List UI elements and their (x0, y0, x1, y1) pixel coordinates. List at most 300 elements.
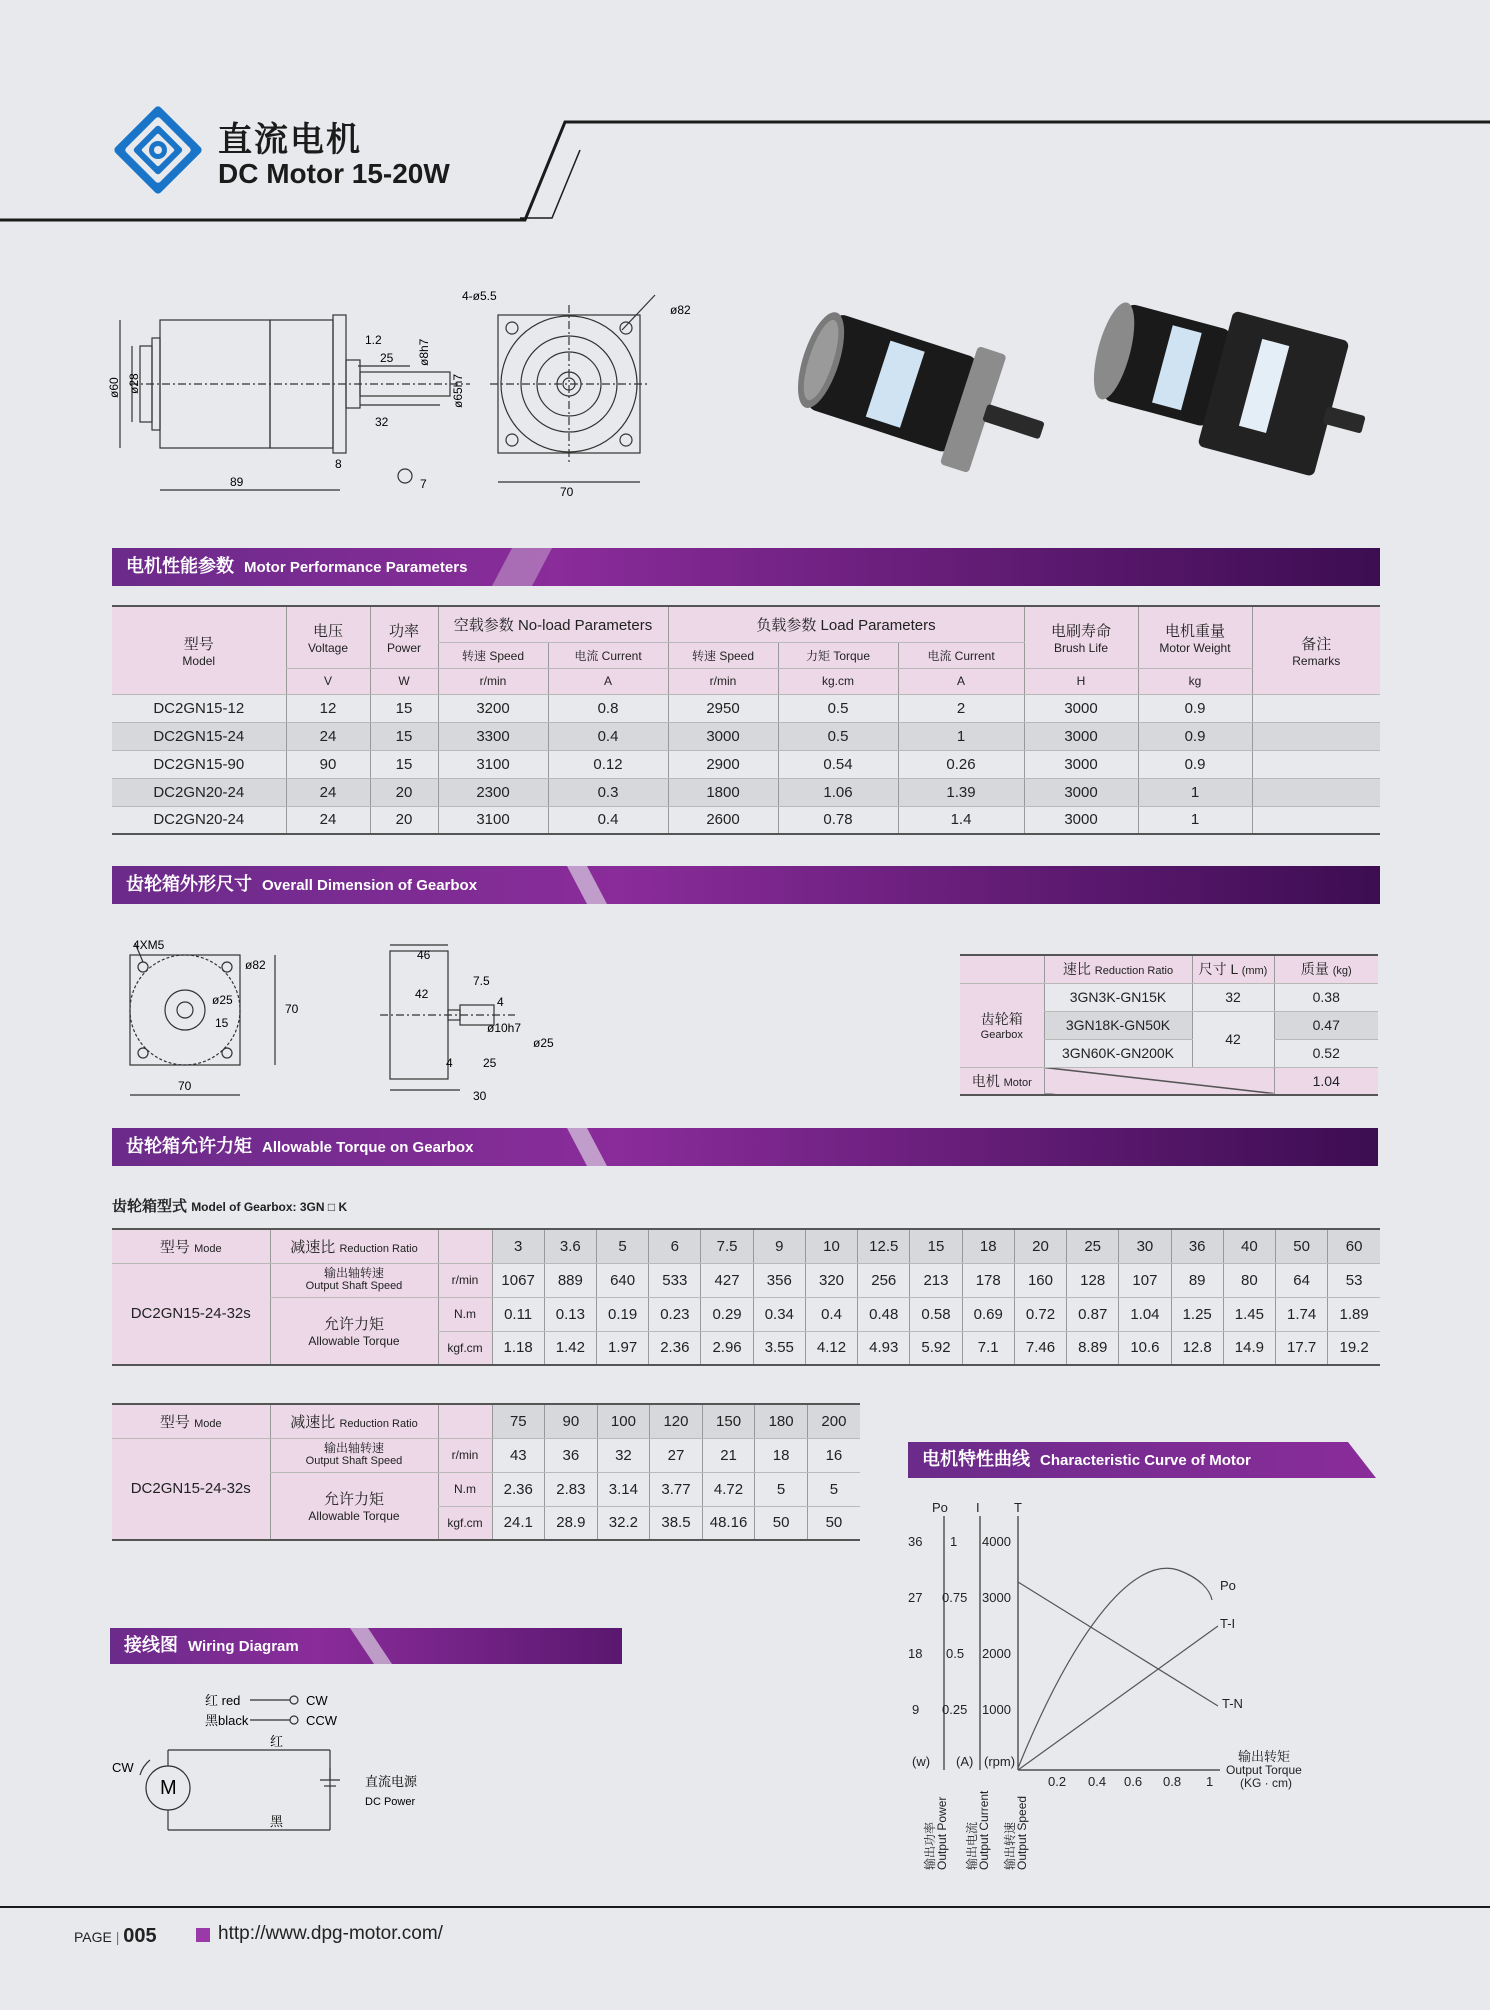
tq-h-model (112, 1404, 270, 1438)
perf-cell: 0.78 (778, 806, 898, 834)
x-title-cn: 输出转矩 (1238, 1749, 1291, 1764)
gt-s1: 32 (1192, 983, 1274, 1011)
gt-r3: 3GN60K-GN200K (1044, 1039, 1192, 1067)
h-remarks (1252, 606, 1380, 694)
tq-ratio-cell: 36 (1171, 1229, 1223, 1263)
perf-cell: 3000 (1024, 722, 1138, 750)
section-wiring-en: Wiring Diagram (188, 1638, 299, 1655)
tq-u-kgf: kgf.cm (438, 1331, 492, 1365)
t-t1: 3000 (982, 1590, 1011, 1605)
u-rmin2: r/min (668, 668, 778, 694)
u-rpm: (rpm) (984, 1754, 1016, 1769)
tq-h-blank (438, 1229, 492, 1263)
gd-30: 30 (473, 1089, 487, 1103)
section-gearbox-dim-en: Overall Dimension of Gearbox (262, 877, 478, 894)
tq-h-model (112, 1229, 270, 1263)
dim-25: 25 (380, 351, 394, 365)
tq-kgf-cell: 50 (807, 1506, 860, 1540)
gd-46: 46 (417, 948, 431, 962)
dim-89: 89 (230, 475, 244, 489)
h-power-cn: 功率 (388, 622, 419, 640)
tq-ratio-cell: 10 (805, 1229, 857, 1263)
tq-h-speed-en: Output Shaft Speed (305, 1455, 403, 1467)
tq-ratio-cell: 7.5 (701, 1229, 753, 1263)
tq-h-torque (270, 1297, 438, 1365)
gd-42: 42 (415, 987, 429, 1001)
tq-kgf-cell: 48.16 (702, 1506, 755, 1540)
h-l-current-en: Current (954, 648, 995, 663)
h-l-torque (778, 642, 898, 668)
perf-cell: 3000 (1024, 750, 1138, 778)
h-l-current (898, 642, 1024, 668)
y1-en: Output Power (935, 1796, 949, 1870)
u-h: H (1024, 668, 1138, 694)
lbl-ti: T-I (1220, 1616, 1236, 1631)
perf-cell: 0.4 (548, 722, 668, 750)
tq-h-torque-cn: 允许力矩 (323, 1491, 384, 1509)
perf-cell: 1 (1138, 806, 1252, 834)
page-title-cn: 直流电机 (218, 120, 362, 160)
po-t3: 9 (912, 1702, 920, 1717)
section-wiring-cn: 接线图 (124, 1635, 178, 1656)
tq-model: DC2GN15-24-32s (112, 1438, 270, 1540)
h-life-en: Brush Life (1053, 640, 1109, 655)
gt-r1: 3GN3K-GN15K (1044, 983, 1192, 1011)
section-curve-cn: 电机特性曲线 (922, 1449, 1030, 1470)
gd-70b: 70 (285, 1002, 299, 1016)
perf-cell: 20 (370, 806, 438, 834)
brand-logo-icon (116, 108, 200, 192)
gt-h-ratio-cn: 速比 (1062, 961, 1091, 978)
perf-cell: 0.3 (548, 778, 668, 806)
tq-nm-cell: 1.04 (1119, 1297, 1171, 1331)
tq-kgf-cell: 19.2 (1328, 1331, 1380, 1365)
tq-ratio-cell: 3 (492, 1229, 544, 1263)
perf-cell: 0.8 (548, 694, 668, 722)
perf-cell: 3100 (438, 806, 548, 834)
i-t3: 0.25 (942, 1702, 968, 1717)
y1-cn: 输出功率 (923, 1821, 937, 1870)
i-t2: 0.5 (946, 1646, 965, 1661)
perf-cell (1252, 806, 1380, 834)
u-kgcm: kg.cm (778, 668, 898, 694)
w-black: 黑black (205, 1713, 249, 1728)
perf-cell: DC2GN15-90 (112, 750, 286, 778)
perf-cell: 90 (286, 750, 370, 778)
tq-h-speed-en: Output Shaft Speed (305, 1280, 403, 1292)
i-t0: 1 (950, 1534, 958, 1549)
u-a1: A (548, 668, 668, 694)
tq-nm-cell: 2.36 (492, 1472, 545, 1506)
perf-cell: 0.54 (778, 750, 898, 778)
tq-nm-cell: 2.83 (545, 1472, 598, 1506)
perf-cell: 0.5 (778, 722, 898, 750)
gt-h-ratio-en: Reduction Ratio (1094, 965, 1174, 978)
tq-nm-cell: 0.13 (544, 1297, 596, 1331)
dim-7: 7 (420, 477, 427, 491)
tq-h-speed-cn: 输出轴转速 (323, 1441, 384, 1455)
perf-cell: 3300 (438, 722, 548, 750)
tq-speed-cell: 533 (649, 1263, 701, 1297)
w-dc-en: DC Power (365, 1796, 416, 1808)
perf-cell: 2300 (438, 778, 548, 806)
dim-1-2: 1.2 (365, 333, 382, 347)
tq-nm-cell: 0.87 (1067, 1297, 1119, 1331)
h-model-cn: 型号 (183, 635, 214, 653)
tq-speed-cell: 213 (910, 1263, 962, 1297)
perf-cell: DC2GN20-24 (112, 778, 286, 806)
gt-m2: 0.47 (1274, 1011, 1378, 1039)
perf-cell (1252, 750, 1380, 778)
tq-speed-cell: 640 (596, 1263, 648, 1297)
tq-h-model-en: Mode (194, 1417, 222, 1430)
perf-cell: DC2GN15-24 (112, 722, 286, 750)
dim-70: 70 (560, 485, 574, 499)
h-remarks-en: Remarks (1292, 653, 1341, 668)
perf-cell: 3000 (1024, 806, 1138, 834)
h-load: 负载参数 Load Parameters (668, 606, 1024, 642)
tq-ratio-cell: 12.5 (858, 1229, 910, 1263)
tq-ratio-cell: 25 (1067, 1229, 1119, 1263)
tq-h-model-cn: 型号 (159, 1238, 190, 1256)
tq-speed-cell: 107 (1119, 1263, 1171, 1297)
perf-cell: 3000 (1024, 694, 1138, 722)
footer-page-label: PAGE (74, 1929, 112, 1945)
h-life (1024, 606, 1138, 668)
tq-ratio-cell: 60 (1328, 1229, 1380, 1263)
w-black2: 黑 (270, 1814, 284, 1829)
tq-kgf-cell: 38.5 (650, 1506, 703, 1540)
perf-row (112, 806, 1380, 834)
tq-nm-cell: 0.23 (649, 1297, 701, 1331)
tq-kgf-cell: 1.97 (596, 1331, 648, 1365)
gd-o82: ø82 (245, 958, 266, 972)
tq-speed-cell: 89 (1171, 1263, 1223, 1297)
tq-speed-cell: 889 (544, 1263, 596, 1297)
perf-cell: 24 (286, 778, 370, 806)
perf-cell: 2 (898, 694, 1024, 722)
h-l-speed-en: Speed (719, 648, 755, 663)
tq-speed-cell: 36 (545, 1438, 598, 1472)
tq-nm-cell: 0.58 (910, 1297, 962, 1331)
w-dc-cn: 直流电源 (365, 1774, 418, 1789)
perf-cell: 0.9 (1138, 694, 1252, 722)
h-life-cn: 电刷寿命 (1050, 622, 1111, 640)
gt-gearbox-en: Gearbox (980, 1029, 1023, 1041)
perf-cell: 1.4 (898, 806, 1024, 834)
characteristic-curve (900, 1490, 1340, 1870)
h-voltage-en: Voltage (307, 640, 349, 655)
perf-cell (1252, 778, 1380, 806)
tq-kgf-cell: 28.9 (545, 1506, 598, 1540)
h-nl-current-cn: 电流 (574, 648, 599, 663)
dim-o8h7: ø8h7 (417, 338, 431, 366)
tq-ratio-cell: 120 (650, 1404, 703, 1438)
perf-cell: 1 (1138, 778, 1252, 806)
footer-page-num: 005 (123, 1925, 157, 1947)
u-a2: A (898, 668, 1024, 694)
tq-h-model-en: Mode (194, 1242, 222, 1255)
tq-kgf-cell: 32.2 (597, 1506, 650, 1540)
h-l-speed-cn: 转速 (691, 648, 716, 663)
motor-dimension-drawing (107, 289, 710, 510)
gearbox-model-line-en: Model of Gearbox: 3GN □ K (191, 1200, 348, 1214)
x-t2: 0.6 (1124, 1774, 1143, 1789)
torque-table-1 (112, 1228, 1380, 1366)
section-curve-en: Characteristic Curve of Motor (1040, 1452, 1251, 1469)
t-t3: 1000 (982, 1702, 1011, 1717)
tq-ratio-cell: 9 (753, 1229, 805, 1263)
section-perf-en: Motor Performance Parameters (244, 559, 468, 576)
gt-h-size-cn: 尺寸 L (1198, 961, 1238, 978)
tq-kgf-cell: 5.92 (910, 1331, 962, 1365)
tq-h-ratio-cn: 减速比 (290, 1238, 336, 1256)
gt-motor-mass: 1.04 (1274, 1067, 1378, 1095)
tq-speed-cell: 178 (962, 1263, 1014, 1297)
tq-nm-cell: 0.11 (492, 1297, 544, 1331)
w-ccw: CCW (306, 1713, 338, 1728)
perf-cell: 0.4 (548, 806, 668, 834)
tq-kgf-cell: 14.9 (1223, 1331, 1275, 1365)
perf-cell: 2600 (668, 806, 778, 834)
tq-ratio-cell: 40 (1223, 1229, 1275, 1263)
tq-header-row (112, 1229, 1380, 1263)
w-red: 红 red (205, 1693, 241, 1708)
h-weight-cn: 电机重量 (1164, 622, 1225, 640)
tq-h-ratio (270, 1404, 438, 1438)
gd-15: 15 (215, 1016, 229, 1030)
dim-8: 8 (335, 457, 342, 471)
tq-speed-cell: 427 (701, 1263, 753, 1297)
gt-motor-cn: 电机 (971, 1072, 1000, 1089)
footer-square-icon (196, 1928, 210, 1942)
perf-cell: 24 (286, 722, 370, 750)
tq-speed-row (112, 1438, 860, 1472)
tq-nm-cell: 0.48 (858, 1297, 910, 1331)
tq-nm-cell: 0.34 (753, 1297, 805, 1331)
gt-motor-en: Motor (1003, 1076, 1032, 1089)
tq-kgf-cell: 7.46 (1014, 1331, 1066, 1365)
perf-cell: 3000 (1024, 778, 1138, 806)
w-motor: M (160, 1777, 177, 1799)
motor-performance-table (112, 605, 1380, 835)
perf-cell: 2900 (668, 750, 778, 778)
tq-ratio-cell: 6 (649, 1229, 701, 1263)
tq-ratio-cell: 100 (597, 1404, 650, 1438)
perf-cell: 24 (286, 806, 370, 834)
tq-h-ratio-en: Reduction Ratio (339, 1417, 418, 1430)
gt-h-mass-en: (kg) (1332, 965, 1352, 978)
po-t0: 36 (908, 1534, 923, 1549)
tq-model: DC2GN15-24-32s (112, 1263, 270, 1365)
y2-en: Output Current (977, 1790, 991, 1870)
h-power (370, 606, 438, 668)
perf-cell (1252, 694, 1380, 722)
x-t1: 0.4 (1088, 1774, 1107, 1789)
tq-nm-cell: 1.45 (1223, 1297, 1275, 1331)
perf-cell: 0.12 (548, 750, 668, 778)
perf-row (112, 778, 1380, 806)
h-l-current-cn: 电流 (927, 648, 952, 663)
gt-h-mass-cn: 质量 (1300, 961, 1329, 978)
u-w: W (370, 668, 438, 694)
svg-text:输出转速Output Speed (1002, 1796, 1029, 1870)
gd-25: 25 (483, 1056, 497, 1070)
h-l-speed (668, 642, 778, 668)
perf-row (112, 750, 1380, 778)
perf-cell: 15 (370, 722, 438, 750)
tq-u-nm: N.m (438, 1472, 492, 1506)
h-voltage-cn: 电压 (312, 622, 343, 640)
tq-kgf-cell: 50 (755, 1506, 808, 1540)
u-rmin1: r/min (438, 668, 548, 694)
perf-cell: 15 (370, 694, 438, 722)
perf-cell: 15 (370, 750, 438, 778)
tq-kgf-cell: 1.18 (492, 1331, 544, 1365)
t-t2: 2000 (982, 1646, 1011, 1661)
tq-kgf-cell: 17.7 (1276, 1331, 1328, 1365)
tq-ratio-cell: 150 (702, 1404, 755, 1438)
w-red2: 红 (270, 1734, 284, 1749)
gt-h-size-en: (mm) (1241, 965, 1268, 978)
tq-speed-cell: 53 (1328, 1263, 1380, 1297)
tq-kgf-cell: 1.42 (544, 1331, 596, 1365)
section-torque-en: Allowable Torque on Gearbox (262, 1139, 474, 1156)
h-nl-current-en: Current (601, 648, 642, 663)
tq-nm-cell: 0.29 (701, 1297, 753, 1331)
ax-po: Po (932, 1500, 948, 1515)
perf-cell: DC2GN20-24 (112, 806, 286, 834)
tq-nm-row (112, 1297, 1380, 1331)
gd-4xm5: 4XM5 (133, 938, 165, 952)
w-cw: CW (306, 1693, 328, 1708)
tq-ratio-cell: 18 (962, 1229, 1014, 1263)
ax-i: I (976, 1500, 980, 1515)
tq-nm-cell: 3.77 (650, 1472, 703, 1506)
tq-speed-cell: 160 (1014, 1263, 1066, 1297)
tq-ratio-cell: 30 (1119, 1229, 1171, 1263)
tq-speed-cell: 16 (807, 1438, 860, 1472)
tq-kgf-cell: 2.36 (649, 1331, 701, 1365)
gd-o25: ø25 (212, 993, 233, 1007)
x-title-en: Output Torque (1226, 1763, 1302, 1777)
dim-o65h7: ø65h7 (451, 373, 465, 408)
dim-o28: ø28 (127, 373, 141, 394)
tq-h-torque-en: Allowable Torque (308, 1509, 400, 1524)
tq-nm-cell: 0.69 (962, 1297, 1014, 1331)
gd-4a: 4 (497, 995, 504, 1009)
tq-speed-cell: 1067 (492, 1263, 544, 1297)
gd-70a: 70 (178, 1079, 192, 1093)
perf-cell: 0.9 (1138, 722, 1252, 750)
h-l-torque-cn: 力矩 (805, 648, 830, 663)
tq-speed-cell: 43 (492, 1438, 545, 1472)
u-w: (w) (912, 1754, 931, 1769)
footer-url[interactable]: http://www.dpg-motor.com/ (218, 1923, 443, 1944)
dim-o82: ø82 (670, 303, 691, 317)
tq-h-speed-cn: 输出轴转速 (323, 1266, 384, 1280)
tq-ratio-cell: 90 (545, 1404, 598, 1438)
ax-t: T (1014, 1500, 1022, 1515)
wiring-diagram (110, 1680, 510, 1860)
gearbox-dimension-drawing (115, 935, 575, 1105)
perf-cell: 1 (898, 722, 1024, 750)
lbl-tn: T-N (1222, 1696, 1243, 1711)
tq-ratio-cell: 50 (1276, 1229, 1328, 1263)
tq-speed-cell: 18 (755, 1438, 808, 1472)
dim-o60: ø60 (107, 377, 121, 398)
tq-h-torque-en: Allowable Torque (308, 1334, 400, 1349)
tq-nm-cell: 3.14 (597, 1472, 650, 1506)
w-cw2: CW (112, 1760, 134, 1775)
tq-header-row (112, 1404, 860, 1438)
tq-nm-cell: 5 (755, 1472, 808, 1506)
h-model-en: Model (182, 653, 216, 668)
tq-u-nm: N.m (438, 1297, 492, 1331)
u-kg: kg (1138, 668, 1252, 694)
tq-kgf-cell: 4.93 (858, 1331, 910, 1365)
tq-ratio-cell: 15 (910, 1229, 962, 1263)
perf-cell: 12 (286, 694, 370, 722)
tq-h-ratio-cn: 减速比 (290, 1413, 336, 1431)
perf-body (112, 694, 1380, 834)
po-t1: 27 (908, 1590, 923, 1605)
gd-7-5: 7.5 (473, 974, 490, 988)
tq-nm-cell: 1.89 (1328, 1297, 1380, 1331)
perf-cell: 0.9 (1138, 750, 1252, 778)
gd-o10h7: ø10h7 (487, 1021, 522, 1035)
dim-holes: 4-ø5.5 (462, 289, 497, 303)
tq-nm-cell: 1.74 (1276, 1297, 1328, 1331)
tq-nm-cell: 1.25 (1171, 1297, 1223, 1331)
page-title-en: DC Motor 15-20W (218, 158, 450, 189)
tq-ratio-cell: 3.6 (544, 1229, 596, 1263)
h-nl-current (548, 642, 668, 668)
motor-photo (770, 300, 1050, 520)
perf-cell (1252, 722, 1380, 750)
perf-cell: 3100 (438, 750, 548, 778)
tq-speed-cell: 256 (858, 1263, 910, 1297)
section-torque-cn: 齿轮箱允许力矩 (126, 1136, 252, 1157)
tq-ratio-cell: 180 (755, 1404, 808, 1438)
tq-ratio-cell: 200 (807, 1404, 860, 1438)
perf-cell: 0.5 (778, 694, 898, 722)
tq-h-model-cn: 型号 (159, 1413, 190, 1431)
h-nl-speed-cn: 转速 (461, 648, 486, 663)
tq-u-rmin: r/min (438, 1438, 492, 1472)
gd-o25b: ø25 (533, 1036, 554, 1050)
perf-cell: 0.26 (898, 750, 1024, 778)
h-nl-speed-en: Speed (489, 648, 525, 663)
tq-kgf-cell: 10.6 (1119, 1331, 1171, 1365)
perf-cell: 1.39 (898, 778, 1024, 806)
perf-cell: 1.06 (778, 778, 898, 806)
x-t0: 0.2 (1048, 1774, 1067, 1789)
tq-speed-cell: 80 (1223, 1263, 1275, 1297)
gt-m1: 0.38 (1274, 983, 1378, 1011)
perf-cell: 1800 (668, 778, 778, 806)
x-title-unit: (KG · cm) (1240, 1776, 1292, 1790)
gearmotor-photo (1075, 300, 1365, 500)
tq-speed-cell: 21 (702, 1438, 755, 1472)
h-l-torque-en: Torque (833, 648, 871, 663)
y3-cn: 输出转速 (1003, 1821, 1017, 1870)
h-weight-en: Motor Weight (1159, 640, 1231, 655)
tq-speed-row (112, 1263, 1380, 1297)
tq-h-torque-cn: 允许力矩 (323, 1316, 384, 1334)
perf-row (112, 694, 1380, 722)
tq-nm-cell: 0.4 (805, 1297, 857, 1331)
